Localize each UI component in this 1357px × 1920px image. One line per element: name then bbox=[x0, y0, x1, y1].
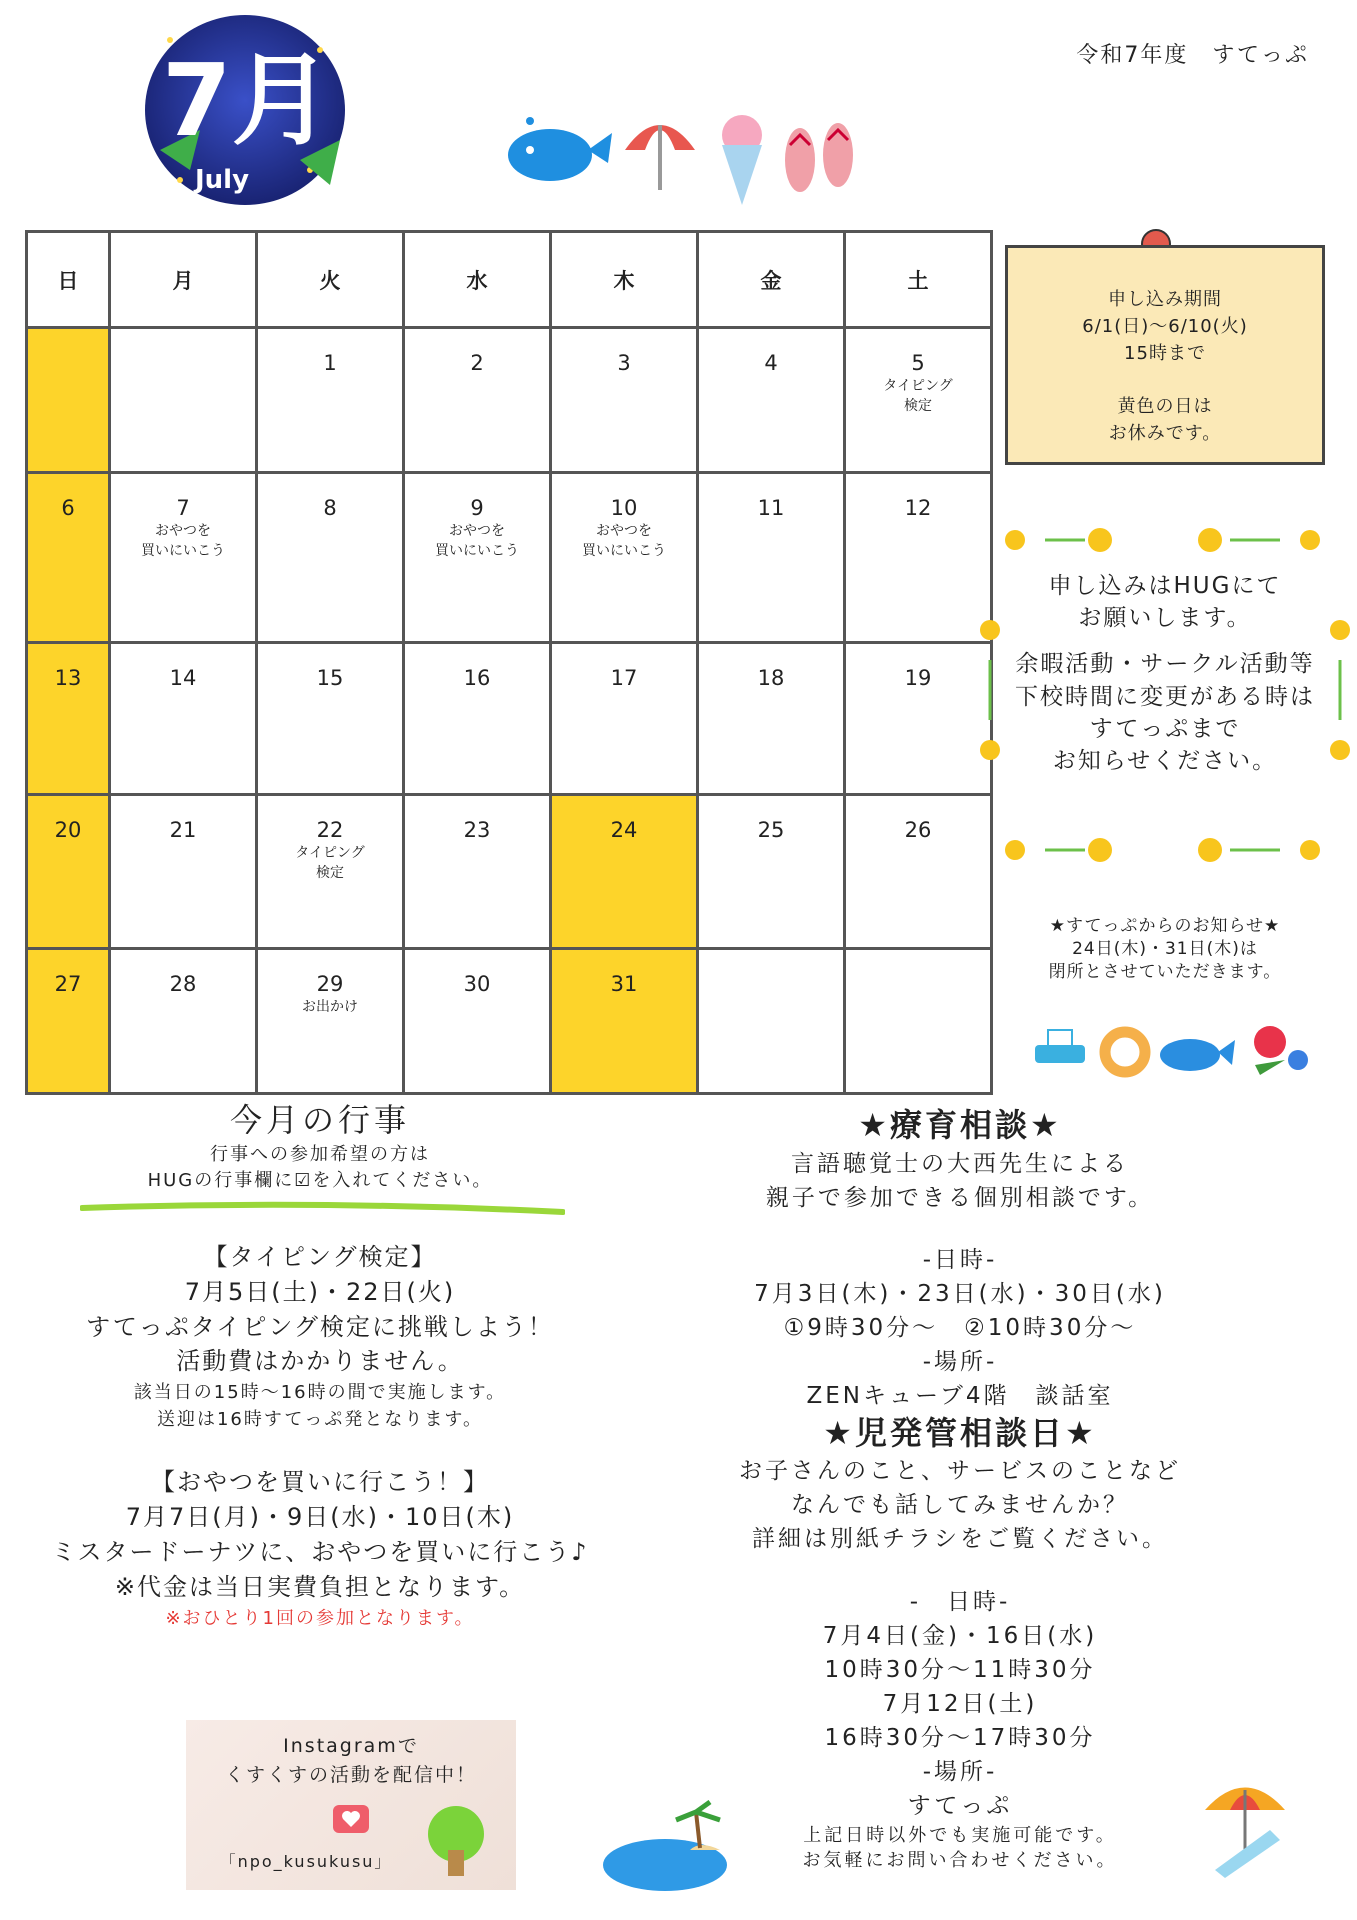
calendar-week bbox=[27, 328, 992, 473]
whale-icon bbox=[1160, 1039, 1235, 1071]
jihatsu-when: 10時30分〜11時30分 bbox=[824, 1656, 1096, 1683]
day-number: 10 bbox=[610, 496, 638, 520]
boat-icon bbox=[1035, 1030, 1085, 1063]
day-event-note: タイピング bbox=[883, 378, 953, 395]
day-number: 30 bbox=[463, 972, 491, 996]
frame-line: 申し込みはHUGにて bbox=[1048, 573, 1282, 599]
calendar-day bbox=[698, 643, 845, 795]
ryoiku-where: ZENキューブ4階 談話室 bbox=[806, 1382, 1114, 1409]
day-number: 13 bbox=[54, 666, 82, 690]
jihatsu-title: ★児発管相談日★ bbox=[823, 1413, 1097, 1452]
calendar-day bbox=[27, 949, 110, 1094]
calendar-week bbox=[27, 795, 992, 949]
calendar-day bbox=[27, 643, 110, 795]
calendar-day bbox=[845, 473, 992, 643]
jihatsu-desc: 詳細は別紙チラシをご覧ください。 bbox=[752, 1526, 1168, 1553]
ryoiku-where-label: -場所- bbox=[922, 1348, 998, 1375]
events-sub: 行事への参加希望の方は bbox=[210, 1143, 430, 1165]
summer-icons bbox=[500, 95, 880, 215]
weekday-header: 火 bbox=[257, 232, 404, 328]
weekday-header: 月 bbox=[110, 232, 257, 328]
day-event-note: 検定 bbox=[904, 398, 932, 415]
typing-line: すてっぷタイピング検定に挑戦しよう！ bbox=[86, 1312, 554, 1341]
flip-flops-icon bbox=[785, 123, 853, 192]
day-number: 5 bbox=[911, 351, 925, 375]
calendar-day bbox=[551, 473, 698, 643]
ryoiku-title: ★療育相談★ bbox=[858, 1106, 1062, 1144]
jihatsu-footnote: 上記日時以外でも実施可能です。 bbox=[803, 1824, 1117, 1846]
calendar-day bbox=[845, 795, 992, 949]
snack-line: ミスタードーナツに、おやつを買いに行こう♪ bbox=[51, 1537, 589, 1566]
day-number: 3 bbox=[617, 351, 631, 375]
snack-dates: 7月7日(月)・9日(水)・10日(木) bbox=[125, 1502, 515, 1531]
calendar-day bbox=[404, 643, 551, 795]
jihatsu-footnote: お気軽にお問い合わせください。 bbox=[802, 1849, 1118, 1871]
day-event-note: おやつを bbox=[596, 523, 652, 540]
day-number: 19 bbox=[904, 666, 932, 690]
day-event-note: 検定 bbox=[316, 865, 344, 882]
day-event-note: 買いにいこう bbox=[141, 543, 225, 560]
typing-title: 【タイピング検定】 bbox=[203, 1243, 437, 1271]
day-number: 23 bbox=[463, 818, 491, 842]
day-number: 29 bbox=[316, 972, 344, 996]
events-sub: HUGの行事欄に☑を入れてください。 bbox=[147, 1169, 493, 1191]
day-number: 12 bbox=[904, 496, 932, 520]
ice-cream-icon bbox=[722, 115, 762, 205]
day-number: 14 bbox=[169, 666, 197, 690]
calendar-day bbox=[404, 949, 551, 1094]
closure-line: 24日(木)・31日(木)は bbox=[1072, 938, 1258, 959]
events-body bbox=[20, 1240, 620, 1630]
day-number: 11 bbox=[757, 496, 785, 520]
tree-icon bbox=[418, 1804, 494, 1880]
calendar-day bbox=[698, 473, 845, 643]
jihatsu-desc: なんでも話してみませんか？ bbox=[791, 1492, 1129, 1519]
calendar-day bbox=[27, 795, 110, 949]
calendar-day bbox=[110, 473, 257, 643]
jihatsu-when: 7月12日(土) bbox=[882, 1690, 1038, 1717]
calendar-day bbox=[404, 795, 551, 949]
ryoiku-times: ①9時30分〜 ②10時30分〜 bbox=[783, 1314, 1137, 1341]
day-number: 17 bbox=[610, 666, 638, 690]
frame-message bbox=[990, 570, 1340, 791]
ryoiku-desc: 言語聴覚士の大西先生による bbox=[791, 1150, 1129, 1177]
day-number: 2 bbox=[470, 351, 484, 375]
day-number: 26 bbox=[904, 818, 932, 842]
insta-line: Instagramで bbox=[283, 1735, 419, 1757]
calendar-day bbox=[110, 328, 257, 473]
application-notice bbox=[1005, 245, 1325, 465]
frame-line: 下校時間に変更がある時は bbox=[1015, 683, 1315, 710]
insta-handle: 「npo_kusukusu」 bbox=[219, 1851, 393, 1871]
day-event-note: 買いにいこう bbox=[582, 543, 666, 560]
snack-warning: ※おひとり1回の参加となります。 bbox=[165, 1608, 475, 1630]
day-number: 8 bbox=[323, 496, 337, 520]
whale-icon bbox=[508, 117, 612, 181]
calendar bbox=[25, 230, 993, 1095]
calendar-day bbox=[551, 949, 698, 1094]
calendar-day bbox=[110, 949, 257, 1094]
instagram-banner[interactable] bbox=[186, 1720, 516, 1890]
day-number: 27 bbox=[54, 972, 82, 996]
calendar-day bbox=[110, 643, 257, 795]
frame-line: お知らせください。 bbox=[1052, 747, 1278, 774]
day-number: 15 bbox=[316, 666, 344, 690]
monthly-events-header bbox=[20, 1100, 620, 1194]
day-number: 6 bbox=[61, 496, 75, 520]
org-title: 令和7年度 すてっぷ bbox=[1076, 43, 1309, 68]
calendar-day bbox=[551, 643, 698, 795]
notice-line: 6/1(日)〜6/10(火) bbox=[1082, 316, 1248, 337]
weekday-header: 土 bbox=[845, 232, 992, 328]
hibiscus-icon bbox=[1254, 1026, 1308, 1075]
notice-line: 黄色の日は bbox=[1117, 396, 1213, 417]
frame-line: お願いします。 bbox=[1078, 605, 1252, 632]
weekday-header: 水 bbox=[404, 232, 551, 328]
day-event-note: タイピング bbox=[295, 845, 365, 862]
calendar-day bbox=[404, 328, 551, 473]
jihatsu-when-label: - 日時- bbox=[909, 1588, 1011, 1615]
day-number: 16 bbox=[463, 666, 491, 690]
calendar-day bbox=[845, 643, 992, 795]
calendar-day bbox=[27, 328, 110, 473]
calendar-day bbox=[698, 328, 845, 473]
closure-notice bbox=[990, 915, 1340, 984]
day-number: 9 bbox=[470, 496, 484, 520]
day-event-note: おやつを bbox=[155, 523, 211, 540]
closure-line: 閉所とさせていただきます。 bbox=[1048, 961, 1282, 982]
calendar-day bbox=[257, 328, 404, 473]
calendar-day bbox=[257, 795, 404, 949]
day-number: 28 bbox=[169, 972, 197, 996]
frame-line: すてっぷまで bbox=[1089, 715, 1241, 742]
day-number: 20 bbox=[54, 818, 82, 842]
jihatsu-where-label: -場所- bbox=[922, 1758, 998, 1785]
typing-dates: 7月5日(土)・22日(火) bbox=[184, 1277, 456, 1306]
calendar-day bbox=[698, 795, 845, 949]
weekday-header: 金 bbox=[698, 232, 845, 328]
ryoiku-when-label: -日時- bbox=[922, 1246, 998, 1273]
calendar-day bbox=[257, 473, 404, 643]
notice-line: 15時まで bbox=[1124, 343, 1206, 364]
month-en: July bbox=[195, 165, 250, 195]
ryoiku-desc: 親子で参加できる個別相談です。 bbox=[765, 1184, 1155, 1211]
day-number: 1 bbox=[323, 351, 337, 375]
day-number: 21 bbox=[169, 818, 197, 842]
jihatsu-where: すてっぷ bbox=[907, 1792, 1013, 1819]
snack-line: ※代金は当日実費負担となります。 bbox=[114, 1572, 526, 1601]
highlight-underline bbox=[80, 1198, 565, 1216]
beach-umbrella-icon bbox=[625, 125, 695, 190]
calendar-day bbox=[551, 795, 698, 949]
weekday-header: 日 bbox=[27, 232, 110, 328]
day-number: 31 bbox=[610, 972, 638, 996]
calendar-day bbox=[845, 949, 992, 1094]
typing-detail: 送迎は16時すてっぷ発となります。 bbox=[156, 1409, 483, 1431]
ryoiku-when: 7月3日(木)・23日(水)・30日(水) bbox=[754, 1280, 1166, 1307]
calendar-week bbox=[27, 949, 992, 1094]
day-number: 7 bbox=[176, 496, 190, 520]
day-event-note: おやつを bbox=[449, 523, 505, 540]
insta-line: くすくすの活動を配信中！ bbox=[224, 1763, 477, 1786]
weekday-header: 木 bbox=[551, 232, 698, 328]
day-number: 4 bbox=[764, 351, 778, 375]
calendar-day bbox=[845, 328, 992, 473]
notice-line: お休みです。 bbox=[1108, 423, 1222, 444]
jihatsu-desc: お子さんのこと、サービスのことなど bbox=[739, 1458, 1181, 1485]
typing-line: 活動費はかかりません。 bbox=[176, 1347, 464, 1376]
day-event-note: 買いにいこう bbox=[435, 543, 519, 560]
calendar-week bbox=[27, 473, 992, 643]
day-event-note: お出かけ bbox=[302, 999, 358, 1016]
snack-title: 【おやつを買いに行こう！】 bbox=[151, 1468, 489, 1497]
closure-line: ★すてっぷからのお知らせ★ bbox=[1049, 916, 1281, 936]
jihatsu-when: 7月4日(金)・16日(水) bbox=[822, 1622, 1098, 1649]
heart-icon bbox=[331, 1803, 371, 1841]
day-number: 22 bbox=[316, 818, 344, 842]
calendar-day bbox=[257, 949, 404, 1094]
jihatsu-when: 16時30分〜17時30分 bbox=[824, 1724, 1096, 1751]
side-icons bbox=[1020, 1010, 1320, 1080]
events-title: 今月の行事 bbox=[229, 1101, 410, 1139]
calendar-day bbox=[110, 795, 257, 949]
calendar-day bbox=[404, 473, 551, 643]
day-number: 25 bbox=[757, 818, 785, 842]
day-number: 24 bbox=[610, 818, 638, 842]
day-number: 18 bbox=[757, 666, 785, 690]
consultation-info bbox=[700, 1105, 1220, 1873]
calendar-day bbox=[257, 643, 404, 795]
float-ring-icon bbox=[1105, 1032, 1145, 1072]
month-number: 7月 bbox=[162, 42, 332, 159]
notice-line: 申し込み期間 bbox=[1108, 289, 1222, 310]
typing-detail: 該当日の15時〜16時の間で実施します。 bbox=[133, 1382, 507, 1404]
month-badge bbox=[140, 10, 350, 210]
frame-line: 余暇活動・サークル活動等 bbox=[1015, 651, 1315, 678]
calendar-week bbox=[27, 643, 992, 795]
calendar-day bbox=[551, 328, 698, 473]
calendar-day bbox=[698, 949, 845, 1094]
calendar-day bbox=[27, 473, 110, 643]
